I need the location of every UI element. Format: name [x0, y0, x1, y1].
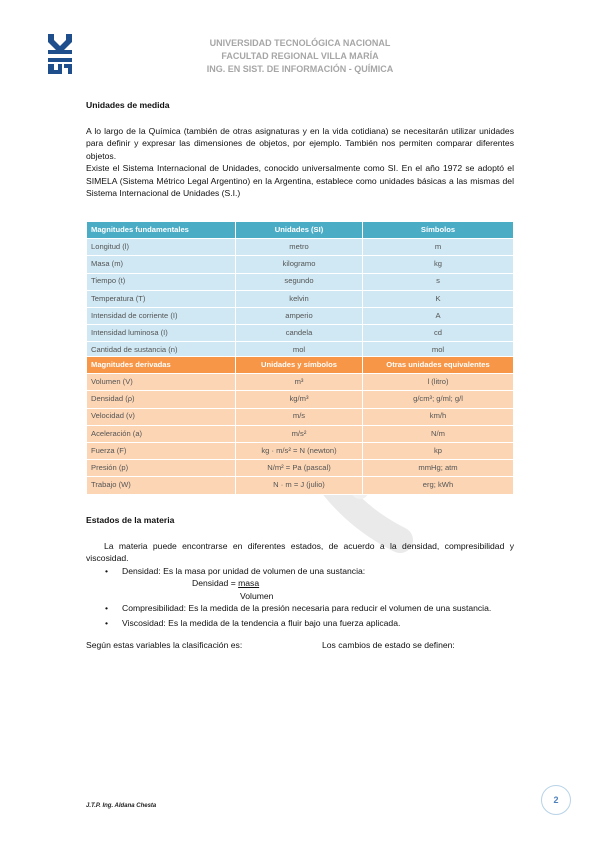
cell: mol [363, 342, 514, 359]
cell: kg/m³ [236, 391, 363, 408]
cell: m/s² [236, 425, 363, 442]
cell: l (litro) [363, 374, 514, 391]
list-item-densidad: • Densidad: Es la masa por unidad de volumen de una sustancia: [105, 565, 366, 576]
table-row [87, 408, 514, 425]
list-item-compresibilidad: • Compresibilidad: Es la medida de la presión necesaria para reducir el volumen de una sustancia. [105, 603, 492, 613]
table-header-row [87, 222, 514, 239]
header-faculty: FACULTAD REGIONAL VILLA MARÍA [221, 51, 379, 61]
section-title-estados: Estados de la materia [86, 515, 175, 525]
cell: Cantidad de sustancia (n) [87, 342, 236, 359]
table-derived [86, 356, 514, 495]
col-header: Otras unidades equivalentes [363, 357, 514, 374]
cell: Trabajo (W) [87, 477, 236, 494]
cell: segundo [236, 273, 363, 290]
cell: kg · m/s² = N (newton) [236, 442, 363, 459]
cell: m/s [236, 408, 363, 425]
page-header [150, 37, 450, 76]
cell: Masa (m) [87, 256, 236, 273]
table-row [87, 425, 514, 442]
bullet-icon: • [105, 603, 109, 613]
cell: erg; kWh [363, 477, 514, 494]
cell: candela [236, 325, 363, 342]
table-row [87, 239, 514, 256]
formula-densidad [86, 577, 514, 590]
formula-numerator: masa [238, 578, 260, 588]
table-row [87, 290, 514, 307]
caption-cambios: Los cambios de estado se definen: [322, 640, 455, 650]
cell: mmHg; atm [363, 460, 514, 477]
list-item-viscosidad: • Viscosidad: Es la medida de la tendencia a fluir bajo una fuerza aplicada. [105, 617, 401, 628]
cell: Aceleración (a) [87, 425, 236, 442]
table-row [87, 374, 514, 391]
cell: kilogramo [236, 256, 363, 273]
bullet-icon: • [105, 617, 109, 628]
captions-row [86, 639, 514, 652]
cell: g/cm³; g/ml; g/l [363, 391, 514, 408]
cell: N/m² = Pa (pascal) [236, 460, 363, 477]
table-derived-wrapper [86, 356, 514, 495]
paragraph-intro: A lo largo de la Química (también de otras asignaturas y en la vida cotidiana) se necesitarán utilizar unidades para definir y expresar las dimensiones de objetos, por ejemplo. También nos permiten comparar diferentes objetos. [86, 125, 514, 161]
cell: metro [236, 239, 363, 256]
cell: kg [363, 256, 514, 273]
cell: Densidad (ρ) [87, 391, 236, 408]
table-header-row [87, 357, 514, 374]
section-title-unidades: Unidades de medida [86, 100, 170, 110]
table-row [87, 442, 514, 459]
table-row [87, 256, 514, 273]
col-header: Magnitudes derivadas [87, 357, 236, 374]
col-header: Magnitudes fundamentales [87, 222, 236, 239]
table-fundamental-wrapper [86, 221, 514, 360]
cell: kp [363, 442, 514, 459]
cell: cd [363, 325, 514, 342]
section-unidades [86, 99, 514, 200]
cell: Volumen (V) [87, 374, 236, 391]
table-row [87, 325, 514, 342]
utn-logo [44, 32, 76, 76]
cell: kelvin [236, 290, 363, 307]
section-estados [86, 514, 514, 652]
table-row [87, 307, 514, 324]
cell: Presión (p) [87, 460, 236, 477]
cell: Intensidad luminosa (I) [87, 325, 236, 342]
page-number: 2 [541, 785, 571, 815]
cell: m³ [236, 374, 363, 391]
table-row [87, 391, 514, 408]
table-row [87, 460, 514, 477]
col-header: Unidades (SI) [236, 222, 363, 239]
cell: Longitud (l) [87, 239, 236, 256]
cell: s [363, 273, 514, 290]
cell: N/m [363, 425, 514, 442]
col-header: Símbolos [363, 222, 514, 239]
table-row [87, 477, 514, 494]
paragraph-estados: La materia puede encontrarse en diferentes estados, de acuerdo a la densidad, compresibilidad y viscosidad. [86, 540, 514, 563]
cell: Temperatura (T) [87, 290, 236, 307]
formula-denominator: Volumen [240, 590, 274, 601]
cell: N · m = J (julio) [236, 477, 363, 494]
formula-label: Densidad = [192, 578, 239, 588]
table-fundamental [86, 221, 514, 360]
footer-author: J.T.P. Ing. Aldana Chesta [86, 803, 157, 809]
cell: m [363, 239, 514, 256]
cell: amperio [236, 307, 363, 324]
cell: Velocidad (v) [87, 408, 236, 425]
cell: Tiempo (t) [87, 273, 236, 290]
cell: K [363, 290, 514, 307]
cell: mol [236, 342, 363, 359]
caption-clasificacion: Según estas variables la clasificación es: [86, 640, 243, 650]
header-university: UNIVERSIDAD TECNOLÓGICA NACIONAL [209, 38, 391, 48]
table-row [87, 273, 514, 290]
cell: km/h [363, 408, 514, 425]
header-course: ING. EN SIST. DE INFORMACIÓN - QUÍMICA [206, 64, 394, 74]
cell: Fuerza (F) [87, 442, 236, 459]
bullet-icon: • [105, 565, 109, 576]
cell: Intensidad de corriente (I) [87, 307, 236, 324]
cell: A [363, 307, 514, 324]
paragraph-si: Existe el Sistema Internacional de Unidades, conocido universalmente como SI. En el año 1972 se adoptó el SIMELA (Sistema Métrico Legal Argentino) en la Argentina, establece como unidades básicas a las mismas del Sistema Internacional de Unidades (S.I.) [86, 163, 514, 198]
col-header: Unidades y símbolos [236, 357, 363, 374]
